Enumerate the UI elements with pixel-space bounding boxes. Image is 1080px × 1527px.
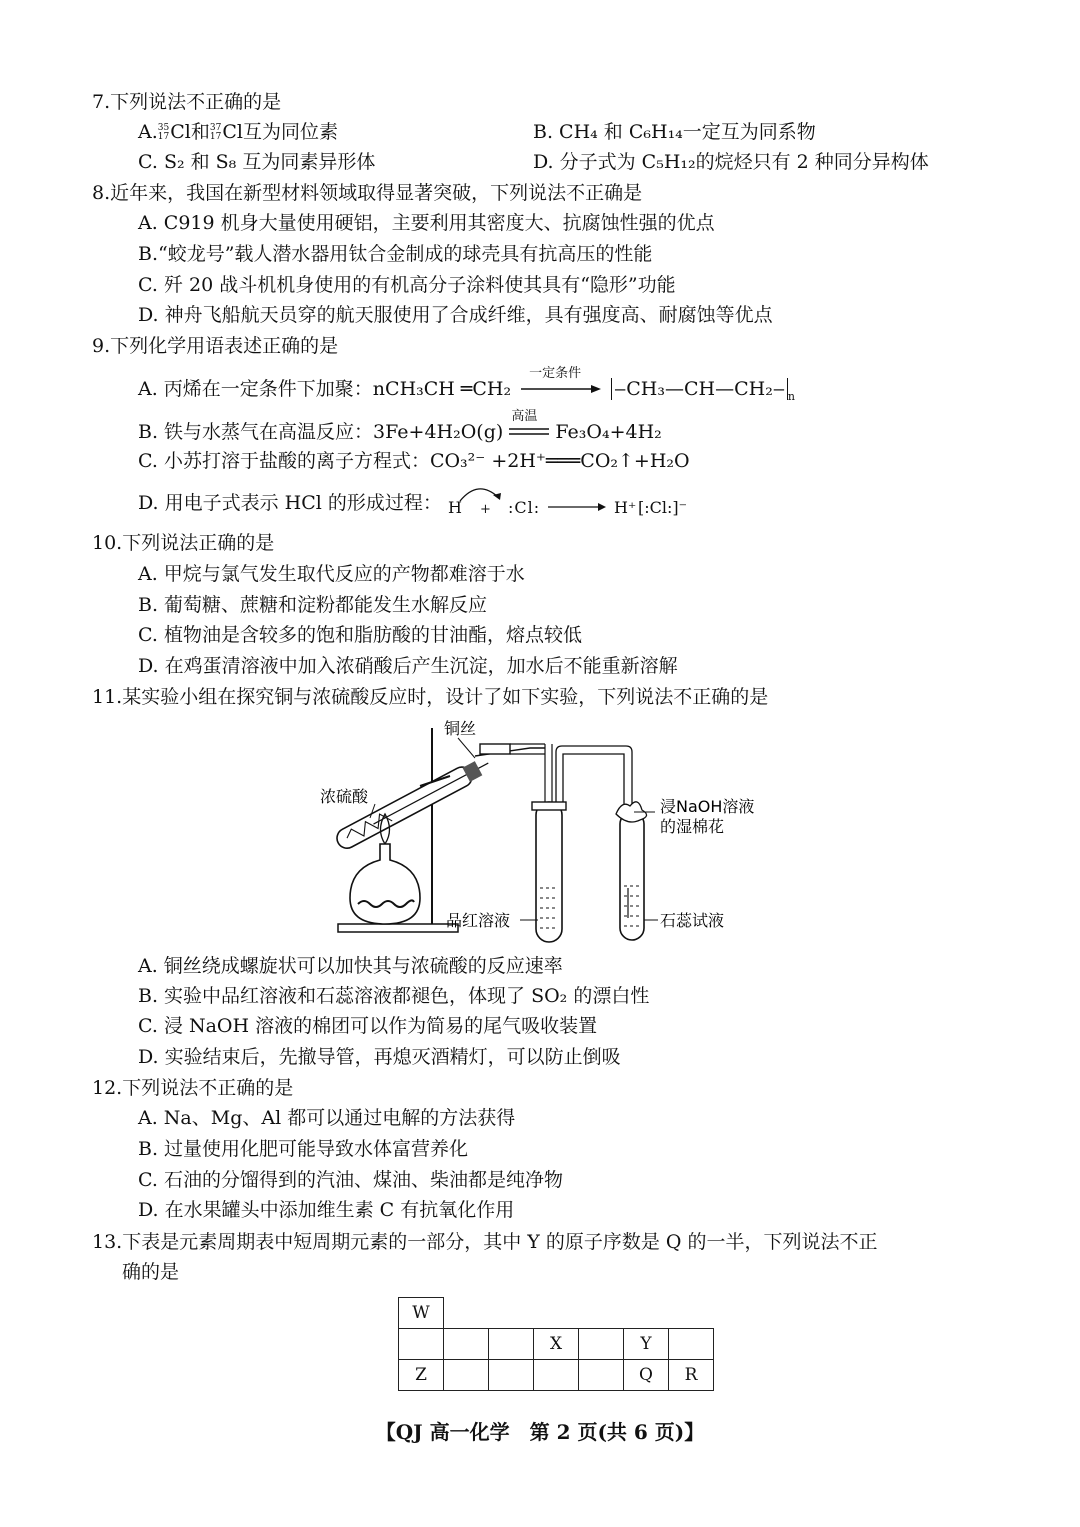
pinhong-test-tube [536, 802, 562, 942]
arrow-right-icon [548, 501, 608, 513]
q11-option-a: A. 铜丝绕成螺旋状可以加快其与浓硫酸的反应速率 [138, 955, 563, 977]
alcohol-lamp [350, 844, 420, 924]
label-pinhong-solution: 品红溶液 [446, 911, 511, 930]
q12-option-b: B. 过量使用化肥可能导致水体富营养化 [138, 1138, 469, 1160]
q11-option-c: C. 浸 NaOH 溶液的棉团可以作为简易的尾气吸收装置 [138, 1015, 598, 1037]
q9-b-condition: 高温 [511, 409, 538, 424]
q13-stem-line2: 确的是 [122, 1261, 180, 1283]
cell-r: R [669, 1360, 714, 1391]
q10-stem: 10.下列说法正确的是 [92, 532, 275, 554]
cell-q: Q [624, 1360, 669, 1391]
q8-option-b: B.“蛟龙号”载人潜水器用钛合金制成的球壳具有抗高压的性能 [138, 243, 653, 265]
q8-option-d: D. 神舟飞船航天员穿的航天服使用了合成纤维，具有强度高、耐腐蚀等优点 [138, 304, 773, 326]
label-conc-sulfuric-acid: 浓硫酸 [320, 787, 369, 806]
q10-option-b: B. 葡萄糖、蔗糖和淀粉都能发生水解反应 [138, 594, 488, 616]
reaction-arrow-icon [521, 377, 601, 397]
apparatus-diagram [310, 718, 780, 946]
equal-sign-icon [509, 421, 549, 441]
page-footer: 【QJ 高一化学 第 2 页(共 6 页)】 [375, 1420, 705, 1444]
label-copper-wire: 铜丝 [444, 719, 477, 738]
stand-base [338, 924, 458, 932]
q9-option-b: B. 铁与水蒸气在高温反应：3Fe+4H₂O(g) 高温 Fe₃O₄+4H₂ [138, 418, 662, 445]
label-naoh-cotton-line2: 的湿棉花 [660, 817, 725, 836]
label-litmus-solution: 石蕊试液 [660, 911, 725, 930]
q9-a-condition: 一定条件 [529, 366, 582, 381]
q13-stem-line1: 13.下表是元素周期表中短周期元素的一部分，其中 Y 的原子序数是 Q 的一半，下列说法不正 [92, 1231, 878, 1253]
q7-option-d: D. 分子式为 C₅H₁₂的烷烃只有 2 种同分异构体 [533, 151, 929, 173]
q7-option-b: B. CH₄ 和 C₆H₁₄一定互为同系物 [533, 121, 816, 143]
q8-option-a: A. C919 机身大量使用硬铝，主要利用其密度大、抗腐蚀性强的优点 [138, 212, 715, 234]
q9-option-c: C. 小苏打溶于盐酸的离子方程式：CO₃²⁻ +2H⁺═══CO₂↑+H₂O [138, 450, 690, 472]
q11-option-b: B. 实验中品红溶液和石蕊溶液都褪色，体现了 SO₂ 的漂白性 [138, 985, 650, 1007]
q10-option-c: C. 植物油是含较多的饱和脂肪酸的甘油酯，熔点较低 [138, 624, 582, 646]
periodic-table-fragment [398, 1297, 714, 1391]
q9-option-d: D. 用电子式表示 HCl 的形成过程： H + :Cl: H⁺ [:Cl:]⁻ [138, 490, 678, 517]
cell-x: X [534, 1329, 579, 1360]
litmus-test-tube [620, 812, 644, 940]
cell-z: Z [399, 1360, 444, 1391]
q8-option-c: C. 歼 20 战斗机机身使用的有机高分子涂料使其具有“隐形”功能 [138, 274, 676, 296]
q8-stem: 8.近年来，我国在新型材料领域取得显著突破，下列说法不正确是 [92, 182, 643, 204]
cell-w: W [399, 1298, 444, 1329]
label-naoh-cotton-line1: 浸NaOH溶液 [660, 797, 755, 816]
q9-option-a: A. 丙烯在一定条件下加聚：nCH₃CH ═CH₂ 一定条件 ‒CH₃—CH—CH₂‒ $_n$ [138, 375, 795, 410]
q7-option-c: C. S₂ 和 S₈ 互为同素异形体 [138, 151, 376, 173]
q9-stem: 9.下列化学用语表述正确的是 [92, 335, 339, 357]
q12-option-c: C. 石油的分馏得到的汽油、煤油、柴油都是纯净物 [138, 1169, 563, 1191]
q7-stem: 7.下列说法不正确的是 [92, 91, 282, 113]
q12-option-a: A. Na、Mg、Al 都可以通过电解的方法获得 [138, 1107, 516, 1129]
q7-option-a: A. 35 17 Cl和 37 17 Cl互为同位素 [138, 121, 338, 143]
cell-y: Y [624, 1329, 669, 1360]
q10-option-d: D. 在鸡蛋清溶液中加入浓硝酸后产生沉淀，加水后不能重新溶解 [138, 655, 678, 677]
q11-stem: 11.某实验小组在探究铜与浓硫酸反应时，设计了如下实验，下列说法不正确的是 [92, 686, 769, 708]
q12-option-d: D. 在水果罐头中添加维生素 C 有抗氧化作用 [138, 1199, 515, 1221]
q10-option-a: A. 甲烷与氯气发生取代反应的产物都难溶于水 [138, 563, 525, 585]
q11-option-d: D. 实验结束后，先撤导管，再熄灭酒精灯，可以防止倒吸 [138, 1046, 621, 1068]
q12-stem: 12.下列说法不正确的是 [92, 1077, 294, 1099]
